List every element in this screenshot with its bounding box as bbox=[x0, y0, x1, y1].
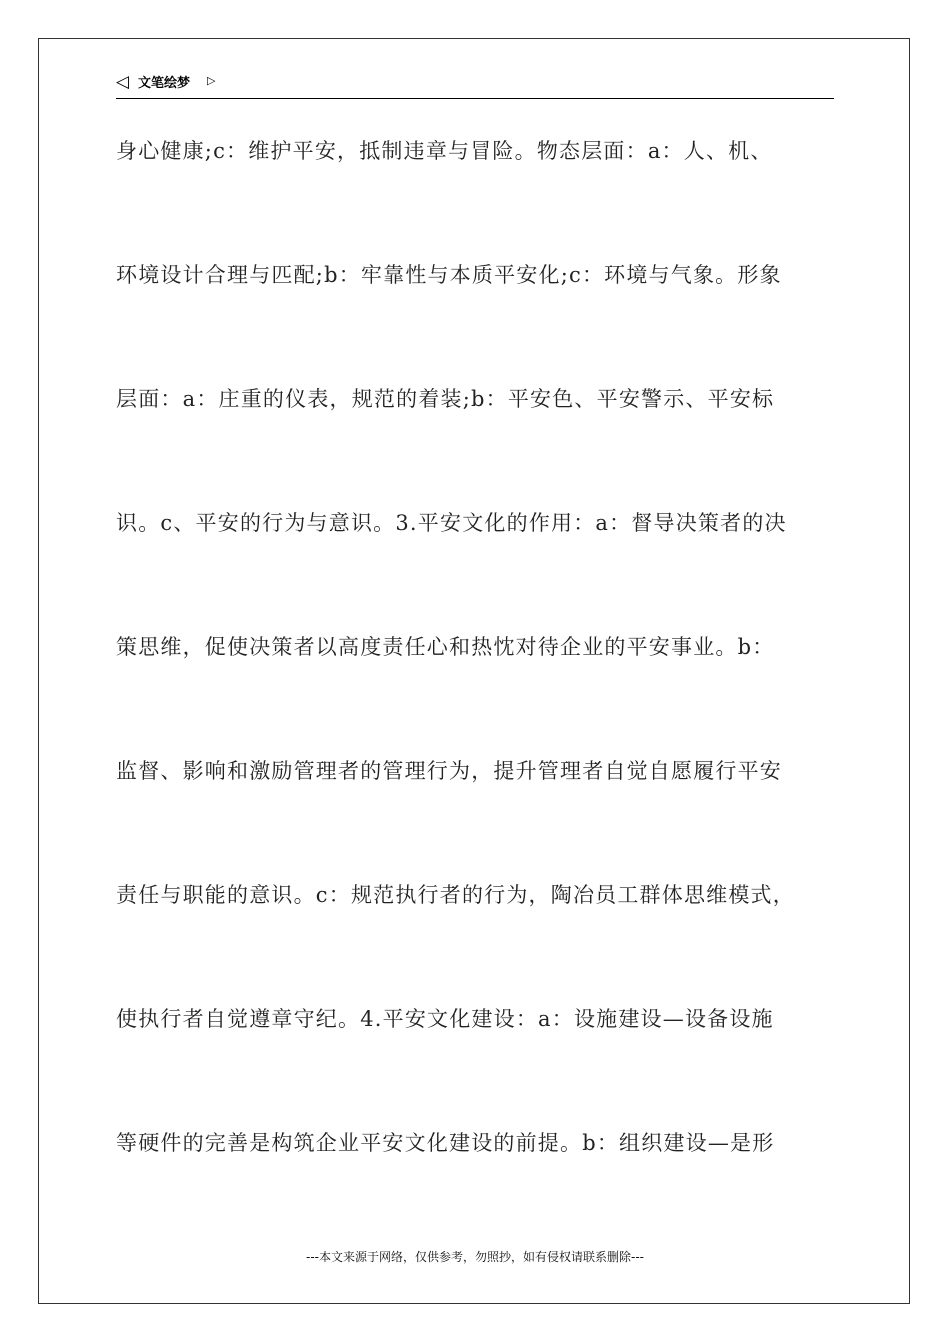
text-line: 责任与职能的意识。c：规范执行者的行为，陶冶员工群体思维模式， bbox=[116, 883, 795, 907]
triangle-left-icon: ◁ bbox=[116, 72, 130, 92]
text-line: 等硬件的完善是构筑企业平安文化建设的前提。b：组织建设—是形 bbox=[116, 1131, 775, 1155]
header-title: 文笔绘梦 bbox=[138, 76, 191, 91]
text-line: 层面：a：庄重的仪表，规范的着装;b：平安色、平安警示、平安标 bbox=[116, 387, 775, 411]
text-line: 使执行者自觉遵章守纪。4.平安文化建设：a：设施建设—设备设施 bbox=[116, 1007, 774, 1031]
text-line: 身心健康;c：维护平安，抵制违章与冒险。物态层面：a：人、机、 bbox=[116, 139, 773, 163]
text-line: 策思维，促使决策者以高度责任心和热忱对待企业的平安事业。b： bbox=[116, 635, 775, 659]
page-header bbox=[116, 72, 834, 99]
text-line: 识。c、平安的行为与意识。3.平安文化的作用：a：督导决策者的决 bbox=[116, 511, 787, 535]
triangle-right-icon: ▷ bbox=[207, 74, 216, 87]
page-border bbox=[38, 38, 910, 1304]
text-line: 监督、影响和激励管理者的管理行为，提升管理者自觉自愿履行平安 bbox=[116, 759, 782, 783]
text-line: 环境设计合理与匹配;b：牢靠性与本质平安化;c：环境与气象。形象 bbox=[116, 263, 782, 287]
page-footer: ---本文来源于网络，仅供参考，勿照抄，如有侵权请联系删除--- bbox=[306, 1250, 644, 1264]
